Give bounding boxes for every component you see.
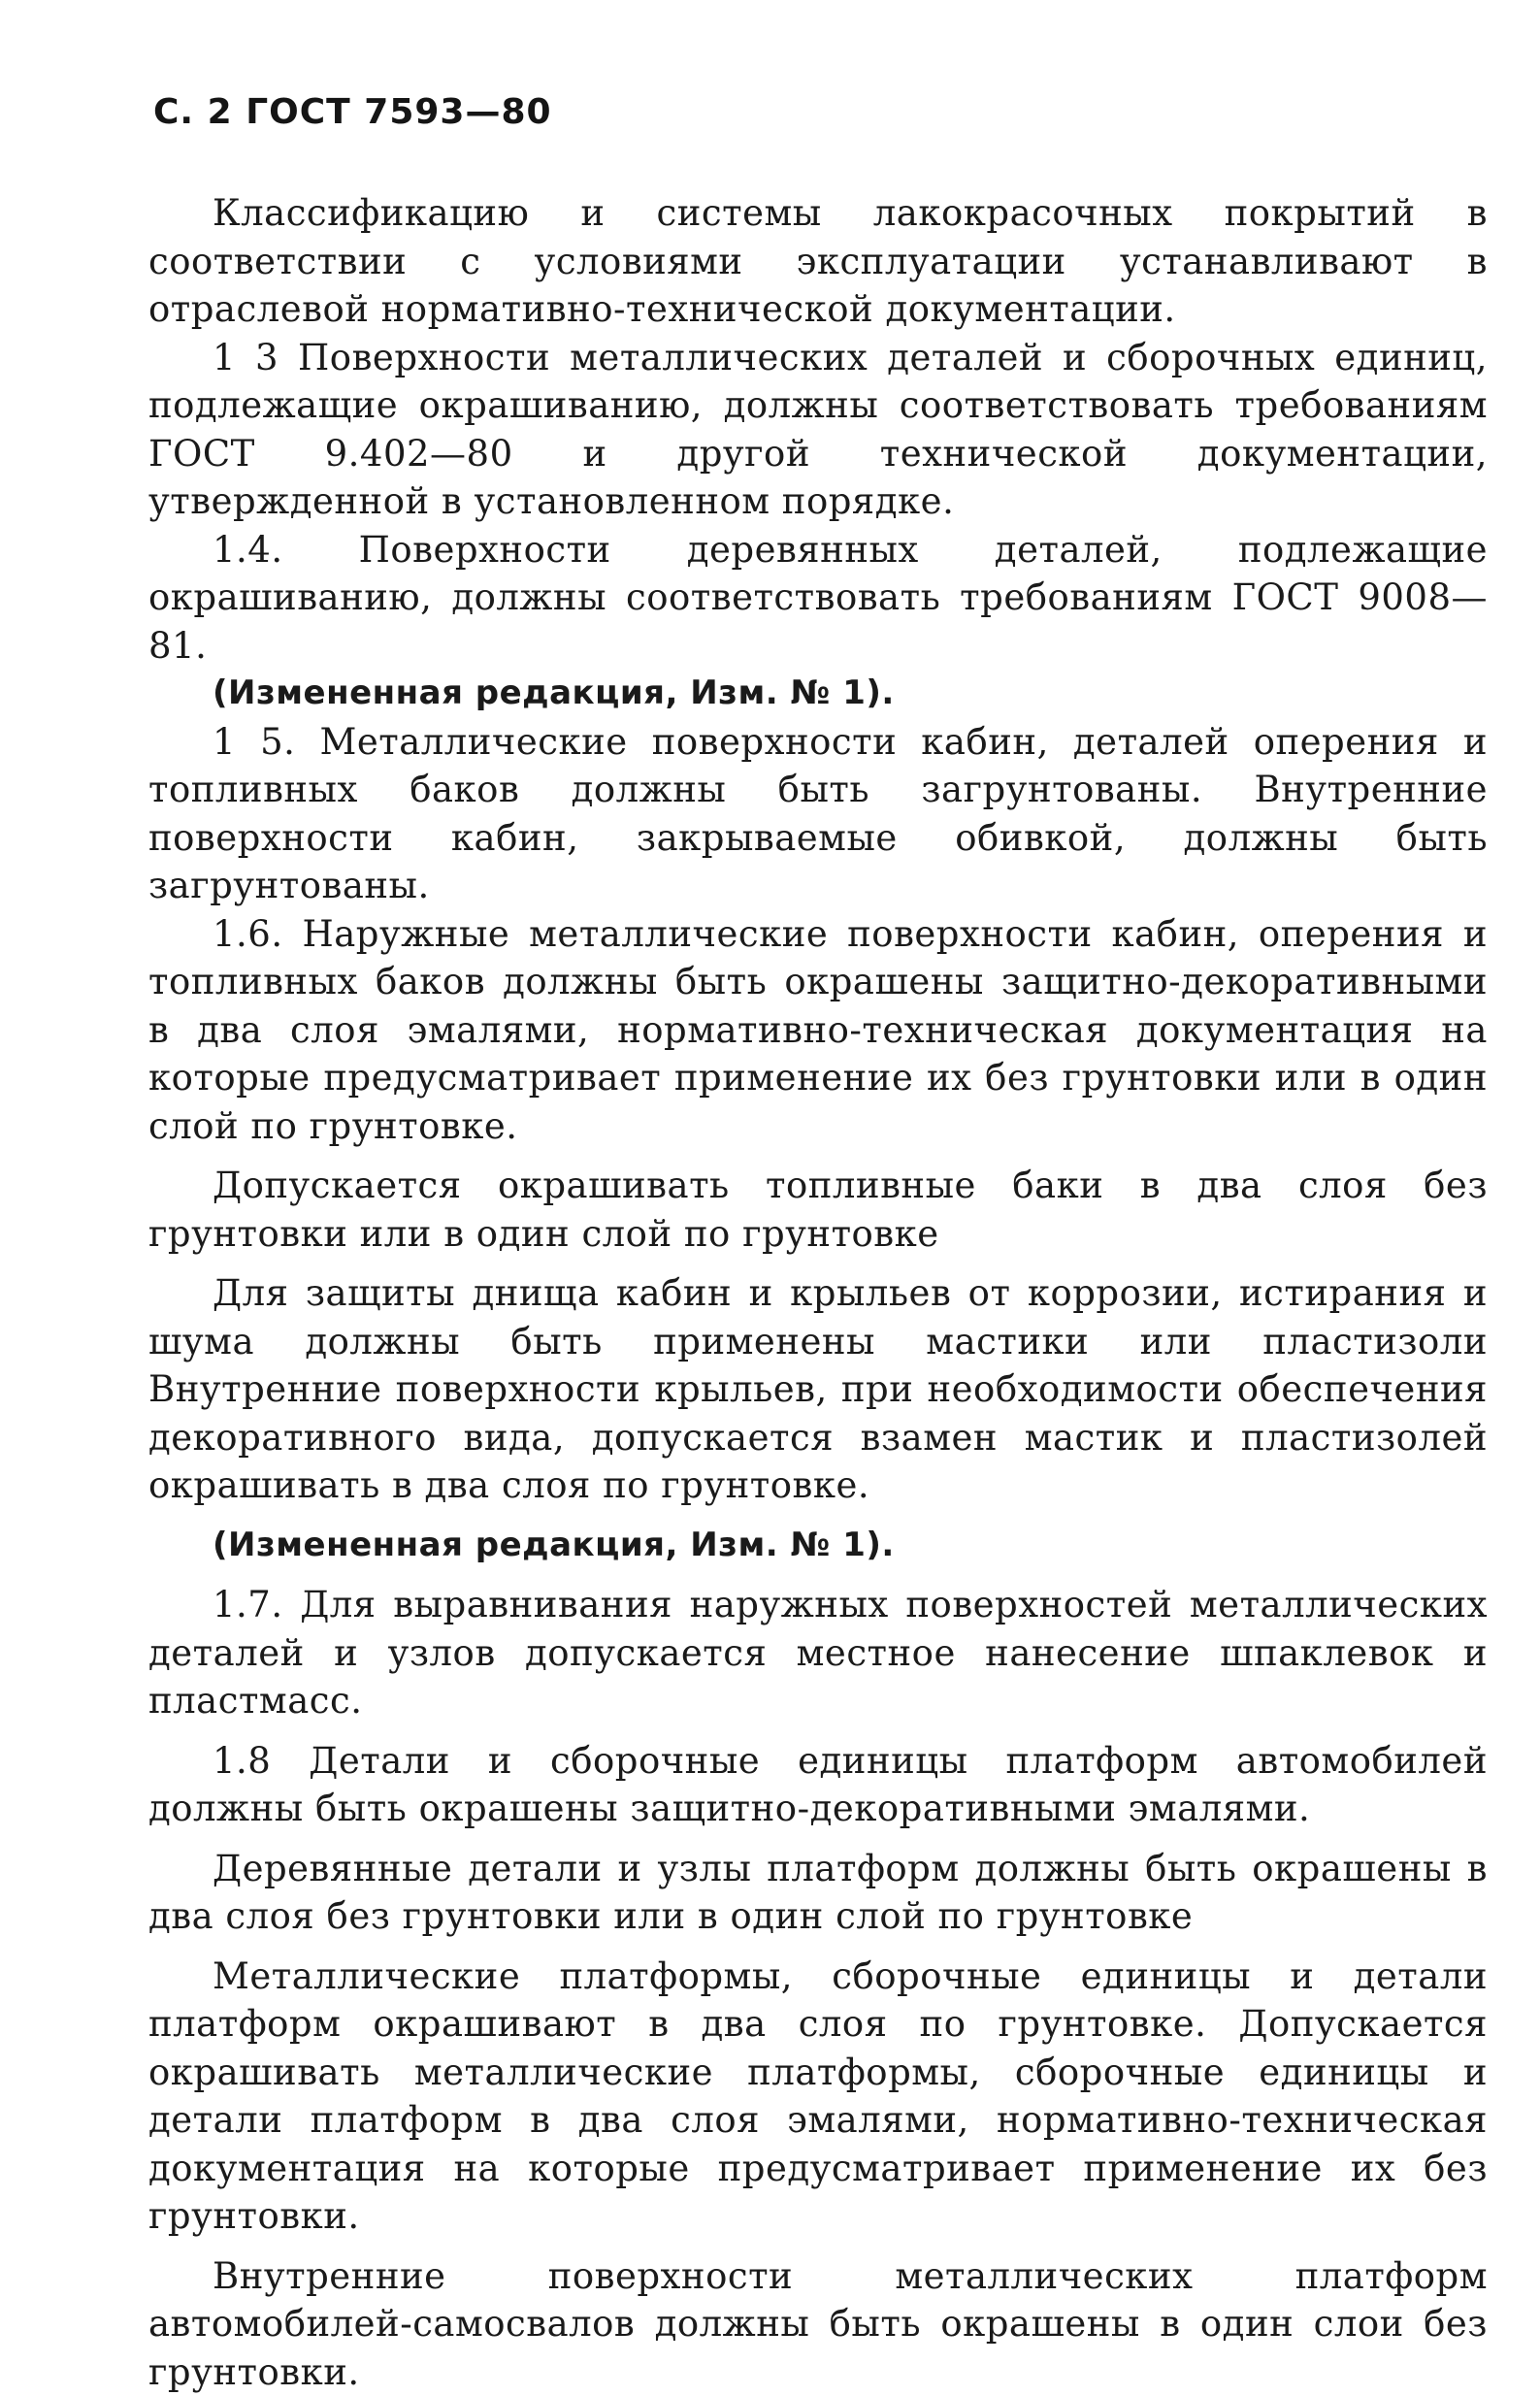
paragraph-1-6: 1.6. Наружные металлические поверхности кабин, оперения и топливных баков должны быть окрашены защитно-декоративными в два слоя эмалями, нормативно-техническая документация на которые предусматривает применение их без грунтовки или в один слой по грунтовке. [148,910,1488,1151]
paragraph-1-5: 1 5. Металлические поверхности кабин, деталей оперения и топливных баков должны быть загрунтованы. Внутренние поверхности кабин, закрываемые обивкой, должны быть загрунтованы. [148,718,1488,910]
paragraph-corrosion-protection: Для защиты днища кабин и крыльев от коррозии, истирания и шума должны быть применены мастики или пластизоли Внутренние поверхности крыльев, при необходимости обеспечения декоративного вида, допускается взамен мастик и пластизолей окрашивать в два слоя по грунтовке. [148,1269,1488,1510]
paragraph-dump-trucks: Внутренние поверхности металлических платформ автомобилей-самосвалов должны быть окрашены в один слои без грунтовки. [148,2252,1488,2396]
document-body [148,189,1488,2396]
amendment-note: (Измененная редакция, Изм. № 1). [148,1522,1488,1570]
paragraph-1-8: 1.8 Детали и сборочные единицы платформ автомобилей должны быть окрашены защитно-декоративными эмалями. [148,1737,1488,1833]
paragraph-classification: Классификацию и системы лакокрасочных покрытий в соответствии с условиями эксплуатации устанавливают в отраслевой нормативно-технической документации. [148,189,1488,334]
paragraph-1-7: 1.7. Для выравнивания наружных поверхностей металлических деталей и узлов допускается местное нанесение шпаклевок и пластмасс. [148,1581,1488,1725]
paragraph-metal-platforms: Металлические платформы, сборочные единицы и детали платформ окрашивают в два слоя по грунтовке. Допускается окрашивать металлические платформы, сборочные единицы и детали платформ в два слоя эмалями, нормативно-техническая документация на которые предусматривает применение их без грунтовки. [148,1953,1488,2241]
paragraph-1-3: 1 3 Поверхности металлических деталей и сборочных единиц, подлежащие окрашиванию, должны соответствовать требованиям ГОСТ 9.402—80 и другой технической документации, утвержденной в установленном порядке. [148,334,1488,526]
amendment-note: (Измененная редакция, Изм. № 1). [148,670,1488,718]
paragraph-wooden-parts: Деревянные детали и узлы платформ должны быть окрашены в два слоя без грунтовки или в один слой по грунтовке [148,1845,1488,1941]
paragraph-fuel-tanks: Допускается окрашивать топливные баки в два слоя без грунтовки или в один слой по грунтовке [148,1162,1488,1258]
paragraph-1-4: 1.4. Поверхности деревянных деталей, подлежащие окрашиванию, должны соответствовать требованиям ГОСТ 9008—81. [148,526,1488,671]
page-header: С. 2 ГОСТ 7593—80 [153,92,552,132]
